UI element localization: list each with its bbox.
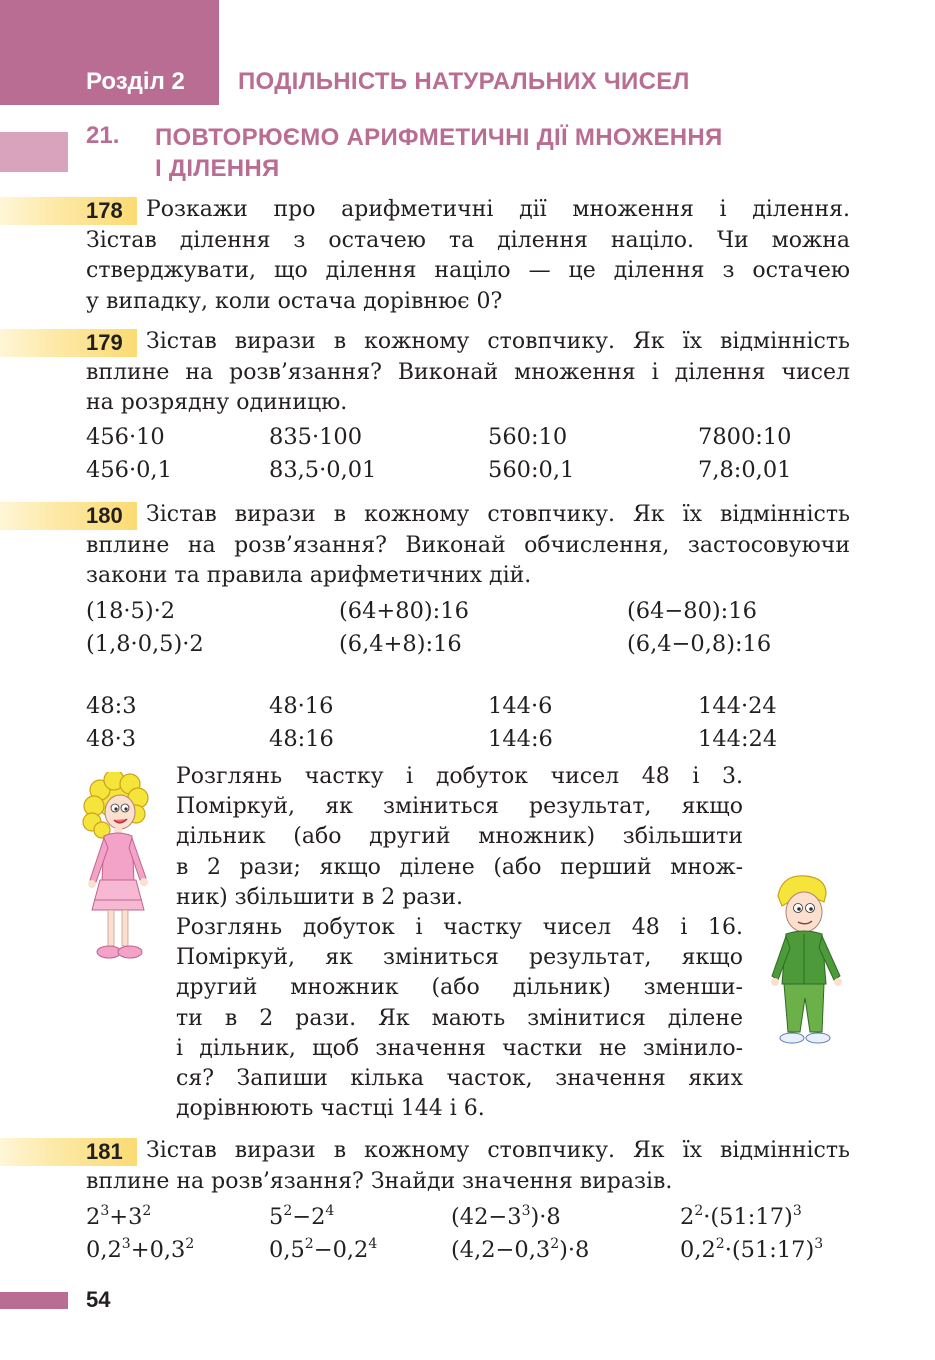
exercise-number: 180 [86,503,123,528]
exponent: 3 [121,1236,131,1252]
exponent: 3 [814,1236,824,1252]
footer-bar [0,1292,68,1309]
expression [269,1237,377,1263]
text-line: ти в 2 рази. Як мають змінитися ділене [176,1005,743,1031]
text-line: Зістав вирази в кожному стовпчику. Як їх відмінність [146,502,850,527]
text-line: Розглянь добуток і частку чисел 48 і 16. [176,915,743,941]
expression: 560:10 [488,424,568,450]
expr-part: +0,3 [130,1237,186,1263]
exercise-181-text [86,1136,850,1197]
exercise-178-text [86,195,850,317]
expression [680,1237,823,1263]
exponent: 2 [283,1203,293,1219]
text-line: Розкажи про арифметичні дії множення і ділення. [146,197,850,222]
text-line: вплине на розв’язання? Виконай множення і ділення чисел [86,359,850,385]
expression [269,1204,334,1230]
expression-row [0,424,935,456]
expression: (18·5)·2 [86,598,176,624]
expr-part: +3 [109,1204,143,1230]
lesson-number: 21. [86,122,120,149]
text-line: дільник (або другий множник) збільшити [176,824,743,850]
expr-part: )·8 [530,1204,561,1230]
exponent: 2 [185,1236,195,1252]
text-line: в 2 рази; якщо ділене (або перший множ- [176,854,743,880]
expression: 7800:10 [698,424,792,450]
expression [451,1237,589,1263]
exponent: 2 [142,1203,152,1219]
lesson-marker-band [0,132,68,172]
text-line: закони та правила арифметичних дій. [86,563,532,588]
lesson-title-line: І ДІЛЕННЯ [155,155,280,182]
expression [680,1204,802,1230]
text-line: Поміркуй, як зміниться результат, якщо [176,945,743,971]
text-line: Поміркуй, як зміниться результат, якщо [176,794,743,820]
expression: 560:0,1 [488,457,575,483]
expr-part: 0,2 [86,1237,122,1263]
exponent: 2 [304,1236,314,1252]
exponent: 3 [521,1203,531,1219]
expression: (64+80):16 [339,598,469,624]
expression-row [0,1237,935,1269]
expression: 835·100 [269,424,363,450]
text-line: другий множник (або дільник) зменши- [176,975,743,1001]
expr-part: (42−3 [451,1204,522,1230]
text-line: Зістав ділення з остачею та ділення націло. Чи можна [86,227,850,253]
expression: 456·10 [86,424,165,450]
expression: 48·3 [86,726,137,752]
expression: 83,5·0,01 [269,457,377,483]
expr-part: ·(51:17) [703,1204,793,1230]
expression: (64−80):16 [627,598,757,624]
expression: 7,8:0,01 [698,457,792,483]
section-label: Розділ 2 [86,68,185,95]
cartoon-girl-illustration [76,772,162,964]
cartoon-boy-illustration [768,872,854,1050]
expression-row [0,693,935,725]
expr-part: 0,5 [269,1237,305,1263]
page-number: 54 [86,1287,111,1312]
expr-part: 0,2 [680,1237,716,1263]
text-line: стверджувати, що ділення націло — це ділення з остачею [86,258,850,283]
text-line: вплине на розв’язання? Виконай обчислення, застосовуючи [86,532,850,558]
exponent: 3 [792,1203,802,1219]
expression [451,1204,561,1230]
expression [86,1204,151,1230]
text-line: дорівнюють частці 144 і 6. [176,1096,485,1122]
expr-part: 5 [269,1204,284,1230]
lesson-title [155,122,723,184]
text-line: Зістав вирази в кожному стовпчику. Як їх відмінність [146,329,850,354]
expression: 48:3 [86,693,137,719]
expression: 144·24 [698,693,777,719]
expression: 48:16 [269,726,334,752]
hint-text-block [176,762,743,1124]
expr-part: (4,2−0,3 [451,1237,551,1263]
expr-part: ·(51:17) [724,1237,815,1263]
exercise-number: 181 [86,1139,123,1164]
text-line: Розглянь частку і добуток чисел 48 і 3. [176,764,743,789]
text-line: Зістав вирази в кожному стовпчику. Як їх відмінність [146,1138,850,1163]
exponent: 2 [550,1236,560,1252]
exponent: 4 [368,1236,378,1252]
exercise-number: 178 [86,198,123,223]
expression-row [0,457,935,489]
lesson-title-line: ПОВТОРЮЄМО АРИФМЕТИЧНІ ДІЇ МНОЖЕННЯ [155,124,723,151]
text-line: у випадку, коли остача дорівнює 0? [86,288,503,314]
text-line: на розрядну одиницю. [86,390,348,415]
expression: 144·6 [488,693,553,719]
exponent: 4 [325,1203,335,1219]
exercise-179-text [86,327,850,419]
expression: (6,4+8):16 [339,631,462,657]
expression: 144:24 [698,726,778,752]
expression: (1,8·0,5)·2 [86,631,204,657]
exponent: 2 [694,1203,704,1219]
expression-row [0,598,935,630]
expression: 456·0,1 [86,457,172,483]
text-line: вплине на розв’язання? Знайди значення виразів. [86,1168,673,1194]
expression: (6,4−0,8):16 [627,631,772,657]
exercise-number: 179 [86,330,123,355]
exponent: 3 [100,1203,110,1219]
expr-part: −0,2 [313,1237,369,1263]
expression: 144:6 [488,726,553,752]
expr-part: −2 [292,1204,326,1230]
expr-part: )·8 [559,1237,590,1263]
text-line: і дільник, щоб значення частки не змінило- [176,1035,743,1061]
section-title: ПОДІЛЬНІСТЬ НАТУРАЛЬНИХ ЧИСЕЛ [238,68,690,95]
expression: 48·16 [269,693,334,719]
exercise-180-text [86,500,850,592]
expression [86,1237,194,1263]
expr-part: 2 [680,1204,695,1230]
exponent: 2 [715,1236,725,1252]
expression-row [0,631,935,663]
text-line: ся? Запиши кілька часток, значення яких [176,1066,743,1092]
text-line: ник) збільшити в 2 рази. [176,884,464,910]
expression-row [0,1204,935,1236]
expr-part: 2 [86,1204,101,1230]
expression-row [0,726,935,758]
